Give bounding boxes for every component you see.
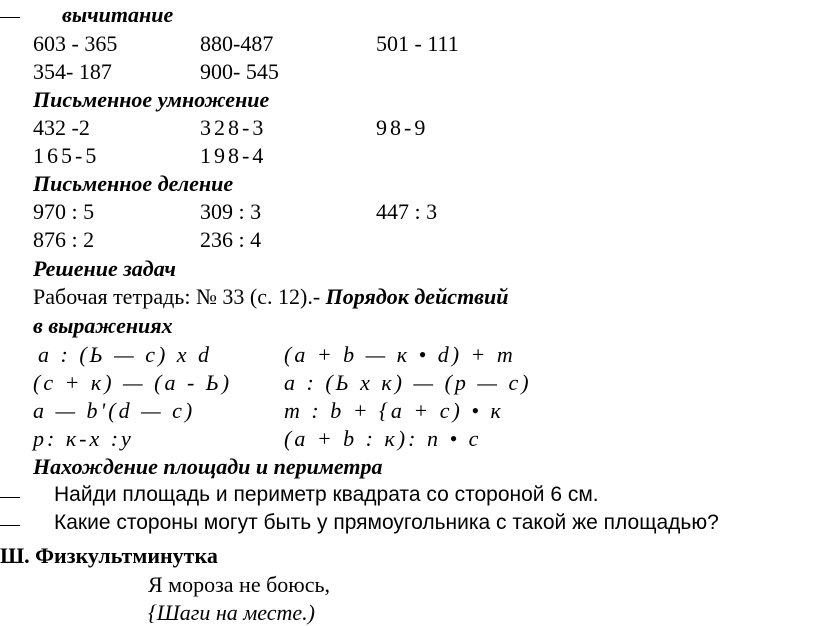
section-heading-multiplication: Письменное умножение (33, 87, 270, 112)
section-heading-phys: Ш. Физкультминутка (0, 543, 218, 568)
exercise-item: 198-4 (200, 143, 267, 168)
exercise-item: 603 - 365 (33, 31, 118, 56)
expression-item: a : (Ь — c) x d (38, 342, 213, 367)
exercise-item: 900- 545 (200, 59, 279, 84)
list-dash: — (0, 513, 20, 535)
workbook-text: Рабочая тетрадь: № 33 (с. 12).- (33, 284, 321, 309)
poem-stage-direction: {Шаги на месте.) (148, 600, 315, 625)
list-dash: — (0, 5, 20, 27)
expression-item: (c + к) — (a - Ь) (33, 370, 233, 395)
list-dash: — (0, 485, 20, 507)
exercise-item: 236 : 4 (200, 227, 262, 252)
exercise-item: 98-9 (376, 115, 429, 140)
exercise-item: 501 - 111 (376, 31, 459, 56)
exercise-item: 432 -2 (33, 115, 90, 140)
exercise-item: 328-3 (200, 115, 267, 140)
expression-item: a — b'(d — c) (33, 398, 196, 423)
exercise-item: 447 : 3 (376, 199, 438, 224)
expression-item: (a + b — к • d) + m (284, 342, 516, 367)
section-heading-division: Письменное деление (33, 171, 234, 196)
exercise-item: 165-5 (33, 143, 100, 168)
section-heading-problems: Решение задач (33, 256, 176, 281)
exercise-item: 309 : 3 (200, 199, 262, 224)
order-heading: Порядок действий (325, 284, 509, 309)
exercise-item: 876 : 2 (33, 227, 95, 252)
expression-item: (a + b : к): n • c (284, 426, 482, 451)
workbook-reference (33, 284, 508, 310)
exercise-item: 354- 187 (33, 59, 112, 84)
order-heading-continued: в выражениях (33, 313, 173, 338)
expression-item: a : (Ь x к) — (p — c) (284, 370, 532, 395)
task-rectangle: Какие стороны могут быть у прямоугольника с такой же площадью? (54, 511, 719, 534)
section-heading-area: Нахождение площади и периметра (33, 454, 383, 479)
poem-line: Я мороза не боюсь, (148, 572, 331, 597)
expression-item: m : b + {a + c) • к (284, 398, 504, 423)
expression-item: p: к-x :y (33, 426, 134, 451)
task-square: Найди площадь и периметр квадрата со стороной 6 см. (54, 483, 599, 506)
section-heading-subtraction: вычитание (62, 2, 174, 27)
exercise-item: 970 : 5 (33, 199, 95, 224)
exercise-item: 880-487 (200, 31, 274, 56)
